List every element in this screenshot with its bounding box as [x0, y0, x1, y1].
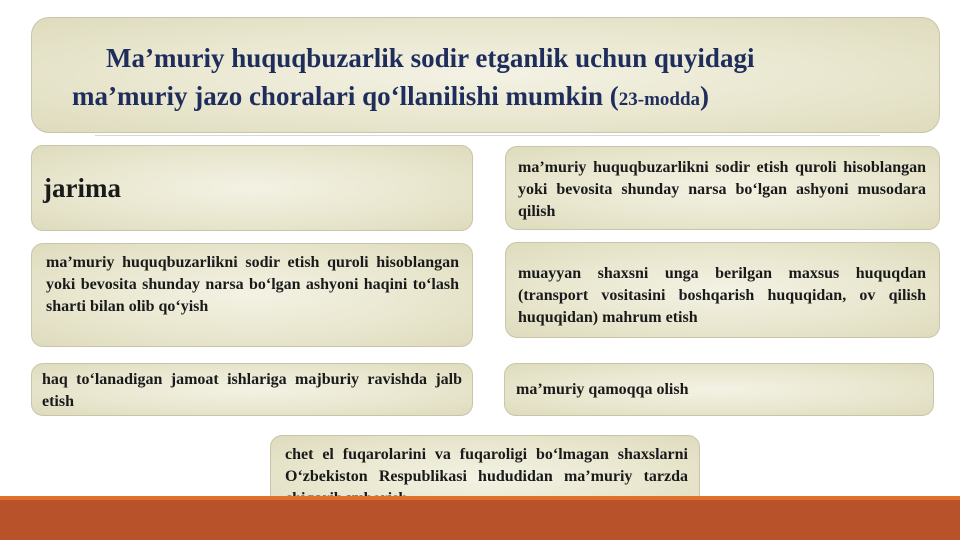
title-line-1: Ma’muriy huquqbuzarlik sodir etganlik uchun quyidagi	[106, 43, 755, 73]
penalty-text: jarima	[43, 172, 121, 203]
penalty-text: ma’muriy huquqbuzarlikni sodir etish quroli hisoblangan yoki bevosita shunday narsa bo‘lgan ashyoni musodara qilish	[518, 159, 926, 220]
penalty-box-deprivation-of-right	[505, 242, 940, 338]
penalty-text: ma’muriy qamoqqa olish	[516, 380, 689, 398]
penalty-text: haq to‘lanadigan jamoat ishlariga majburiy ravishda jalb etish	[42, 371, 462, 410]
penalty-box-fine	[31, 145, 473, 231]
penalty-text: ma’muriy huquqbuzarlikni sodir etish quroli hisoblangan yoki bevosita shunday narsa bo‘lgan ashyoni haqini to‘lash sharti bilan olib qo‘yish	[46, 254, 459, 315]
penalty-box-public-works	[31, 363, 473, 416]
article-reference: 23-modda	[618, 88, 701, 110]
footer-band	[0, 500, 960, 540]
penalty-text: muayyan shaxsni unga berilgan maxsus huquqdan (transport vositasini boshqarish huquqidan, ov qilish huquqidan) mahrum etish	[518, 265, 926, 326]
penalty-box-paid-seizure	[31, 243, 473, 347]
title-box	[31, 17, 940, 133]
penalty-text: chet el fuqarolarini va fuqaroligi bo‘lmagan shaxslarni O‘zbekiston Respublikasi hududidan ma’muriy tarzda	[285, 446, 688, 485]
title-line-2	[72, 78, 919, 116]
title-divider	[95, 135, 880, 136]
penalty-box-confiscation	[505, 146, 940, 230]
title-line-2-end: )	[700, 80, 710, 111]
penalty-box-arrest	[504, 363, 934, 416]
title-line-2-main: ma’muriy jazo choralari qo‘llanilishi mumkin (	[72, 80, 619, 111]
